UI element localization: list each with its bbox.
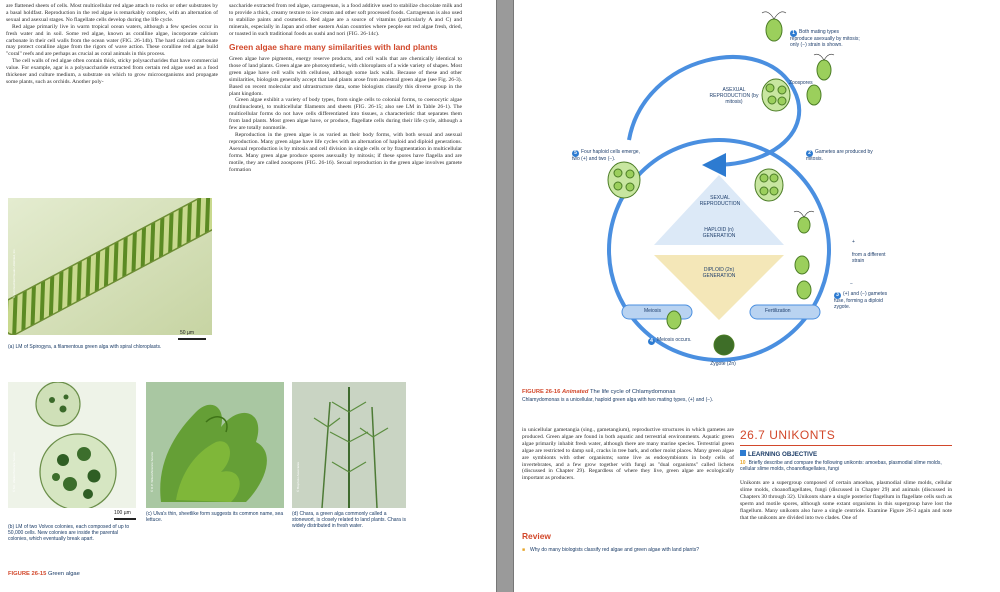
left-page bbox=[0, 0, 496, 592]
section-heading: Green algae share many similarities with land plants bbox=[229, 41, 438, 52]
paragraph: Unikonts are a supergroup composed of certain amoebas, plasmodial slime molds, cellular slime molds, choanoflagellates, fungi (discussed in Chapter 29) and animals (discussed in Chapters 30 through 32). Unikonts share a single posterior flagellum in flagellate cells such as sperm and motile spores, although some extant organisms in this supergroup have lost the flagellum. Many unikonts also have a single centriole. Examine Figure 26-3 again and note that the unikonts are divided into two clades. One of bbox=[740, 480, 952, 521]
step-text: Gametes are produced by mitosis. bbox=[806, 149, 873, 162]
step-1 bbox=[790, 30, 862, 49]
lo-icon bbox=[740, 450, 746, 456]
review-question: Why do many biologists classify red algae and green algae with land plants? bbox=[530, 546, 699, 553]
scale-bar bbox=[114, 518, 136, 520]
photo-credit: © M.I. Walker/Science Source bbox=[12, 452, 16, 492]
unikonts-section bbox=[740, 428, 952, 522]
step-text: Meiosis occurs. bbox=[657, 337, 692, 343]
learning-objective-label: LEARNING OBJECTIVE bbox=[748, 451, 818, 458]
step-number: 1 bbox=[790, 30, 797, 37]
right-column-1 bbox=[522, 427, 734, 482]
photo-a-caption: (a) LM of Spirogyra, a filamentous green alga with spiral chloroplasts. bbox=[8, 344, 162, 350]
paragraph: The cell walls of red algae often contain thick, sticky polysaccharides that have commercial value. For example, agar is a polysaccharide extracted from certain red algae used as a food thickener and culture medium, a substrate on which to grow microorganisms and propagate some plants, such as orchids. Another poly- bbox=[6, 58, 218, 85]
plus-sign: + bbox=[852, 239, 855, 245]
paragraph: Reproduction in the green algae is as varied as their body forms, with both sexual and asexual reproduction. Many green algae have life cycles with an alternation of haploid and diploid generations. Asexual reproduction is by mitosis and cell division in single cells or by fragmentation in multicellular forms. Many green algae produce spores asexually by mitosis; if these spores have flagella and are motile, they are called zoospores (FIG. 26-16). Sexual reproduction in the green algae involves gamete formation bbox=[229, 132, 462, 173]
volvox-image bbox=[8, 382, 136, 508]
figure-title: Green algae bbox=[47, 571, 80, 577]
step-number: 5 bbox=[572, 150, 579, 157]
unikonts-body bbox=[740, 480, 952, 521]
step-4 bbox=[648, 338, 696, 345]
bullet-icon: ■ bbox=[522, 546, 526, 553]
photo-credit: © Biophoto Associates bbox=[296, 461, 300, 492]
fertilization-label: Fertilization bbox=[765, 308, 791, 314]
divider bbox=[740, 445, 952, 446]
diploid-generation-label: DIPLOID (2n) GENERATION bbox=[702, 267, 736, 279]
scale-label: 50 µm bbox=[180, 330, 194, 336]
step-text: (+) and (−) gametes fuse, forming a diploid zygote. bbox=[834, 291, 888, 310]
step-number: 4 bbox=[648, 338, 655, 345]
spirogyra-image bbox=[8, 198, 212, 335]
haploid-generation-label: HAPLOID (n) GENERATION bbox=[702, 227, 736, 239]
figure-title: The life cycle of Chlamydomonas bbox=[590, 389, 676, 395]
different-strain-label: from a different strain bbox=[852, 252, 886, 264]
paragraph: are flattened sheets of cells. Most multicellular red algae attach to rocks or other substrates by a basal holdfast. Reproduction in the red algae is remarkably complex, with an alternation of sexual and asexual stages. No flagellate cells develop during the life cycle. bbox=[6, 3, 218, 23]
step-5 bbox=[572, 150, 642, 163]
review-box bbox=[522, 532, 734, 553]
page-gutter bbox=[496, 0, 514, 592]
scale-label: 100 µm bbox=[114, 510, 131, 516]
paragraph: Green algae have pigments, energy reserve products, and cell walls that are chemically identical to those of land plants. Green algae are photosynthetic, with chloroplasts of a wide variety of shapes. Most green algae have cell walls with cellulose, although some lack walls. Because of these and other similarities, biologists generally accept that land plants arose from ancestral green algae (see Fig. 26-3). Based on recent molecular and ultrastructure data, some biologists classify this diverse group in the plant kingdom. bbox=[229, 56, 462, 97]
photo-c-caption: (c) Ulva's thin, sheetlike form suggests its common name, sea lettuce. bbox=[146, 511, 284, 524]
meiosis-label: Meiosis bbox=[644, 308, 661, 314]
step-2 bbox=[806, 150, 878, 163]
minus-sign: − bbox=[850, 281, 853, 287]
zygote-label: Zygote (2n) bbox=[710, 361, 736, 367]
photo-credit: © D.P. Wilson/Science Source bbox=[150, 451, 154, 492]
volvox-photo bbox=[8, 382, 136, 508]
asexual-reproduction-label: ASEXUAL REPRODUCTION (by mitosis) bbox=[709, 87, 759, 105]
figure-label bbox=[8, 571, 80, 577]
paragraph: Green algae exhibit a variety of body types, from single cells to colonial forms, to coenocytic algae (multinucleate), to multicellular filaments and sheets (FIG. 26-15; also see LM in Table 26-1). The multicellular forms do not have cells differentiated into tissues, a characteristic that separates them from land plants. Most green algae have, or produce, flagellate cells during their life cycle, although a few are totally nonmotile. bbox=[229, 97, 462, 132]
photo-credit: © Ed Reschke/Visuals Unlimited, Inc. bbox=[12, 248, 16, 298]
zoospores-label: Zoospores bbox=[789, 80, 813, 86]
chara-photo bbox=[292, 382, 406, 508]
animated-tag[interactable]: Animated bbox=[561, 389, 589, 395]
learning-objective-heading bbox=[740, 450, 952, 458]
life-cycle-svg bbox=[514, 0, 1000, 400]
spirogyra-photo bbox=[8, 198, 212, 335]
left-column-1 bbox=[6, 3, 218, 86]
figure-label bbox=[522, 389, 675, 395]
figure-number: FIGURE 26-16 bbox=[522, 389, 561, 395]
life-cycle-diagram bbox=[514, 0, 1000, 400]
step-number: 2 bbox=[806, 150, 813, 157]
sexual-reproduction-label: SEXUAL REPRODUCTION bbox=[699, 195, 741, 207]
figure-number: FIGURE 26-15 bbox=[8, 571, 47, 577]
photo-d-caption: (d) Chara, a green alga commonly called a stonewort, is closely related to land plants. Chara is widely distributed in fresh water. bbox=[292, 511, 406, 530]
right-page bbox=[514, 0, 1000, 592]
review-item bbox=[522, 547, 734, 553]
step-3 bbox=[834, 292, 896, 311]
step-text: Four haploid cells emerge, two (+) and two (−). bbox=[572, 149, 640, 162]
photo-b-caption: (b) LM of two Volvox colonies, each composed of up to 50,000 cells. New colonies are inside the parental colonies, which eventually break apart. bbox=[8, 524, 130, 543]
figure-subcaption: Chlamydomonas is a unicellular, haploid green alga with two mating types, (+) and (−). bbox=[522, 397, 714, 403]
paragraph: in unicellular gametangia (sing., gametangium), reproductive structures in which gametes are produced. Green algae are found in both aquatic and terrestrial environments. Aquatic green algae primarily inhabit fresh water, although there are many marine species. Terrestrial green algae are restricted to damp soil, cracks in tree bark, and other moist places. Many green algae are symbionts with other organisms; some live as endosymbionts in body cells of invertebrates, and a few grow together with fungi as "dual organisms" called lichens (discussed in Chapter 29). Regardless of where they live, green algae are ecologically important as producers. bbox=[522, 427, 734, 482]
chara-image bbox=[292, 382, 406, 508]
lo-number: 10 bbox=[740, 460, 746, 466]
learning-objective-item bbox=[740, 460, 952, 472]
lo-text: Briefly describe and compare the following unikonts: amoebas, plasmodial slime molds, cellular slime molds, choanoflagellates, fungi bbox=[740, 460, 942, 473]
step-text: Both mating types reproduce asexually by mitosis; only (−) strain is shown. bbox=[790, 29, 860, 48]
ulva-photo bbox=[146, 382, 284, 508]
left-column-2 bbox=[229, 3, 462, 173]
sexual-cycle-ring bbox=[609, 140, 829, 360]
scale-bar bbox=[178, 338, 206, 340]
section-title: 26.7 UNIKONTS bbox=[740, 428, 836, 442]
step-number: 3 bbox=[834, 292, 841, 299]
review-heading: Review bbox=[522, 531, 551, 541]
paragraph: saccharide extracted from red algae, carrageenan, is a food additive used to stabilize chocolate milk and to provide a thick, creamy texture to ice cream and other soft processed foods. Carrageenan is also used to stabilize paints and cosmetics. Red algae are a source of vitamins (particularly A and C) and minerals, especially in Japan and other eastern Asian countries where people eat red algae fresh, dried, or toasted in such traditional foods as sushi and nori (FIG. 26-14c). bbox=[229, 3, 462, 37]
paragraph: Red algae primarily live in warm tropical ocean waters, although a few species occur in fresh water and in soil. Some red algae, known as coralline algae, incorporate calcium carbonate in their cell walls from the ocean water (FIG. 26-14b). The hard calcium carbonate may protect coralline algae from the rigors of wave action. These coralline red algae build "coral" reefs and are perhaps as crucial as coral animals in this process. bbox=[6, 23, 218, 58]
ulva-image bbox=[146, 382, 284, 508]
